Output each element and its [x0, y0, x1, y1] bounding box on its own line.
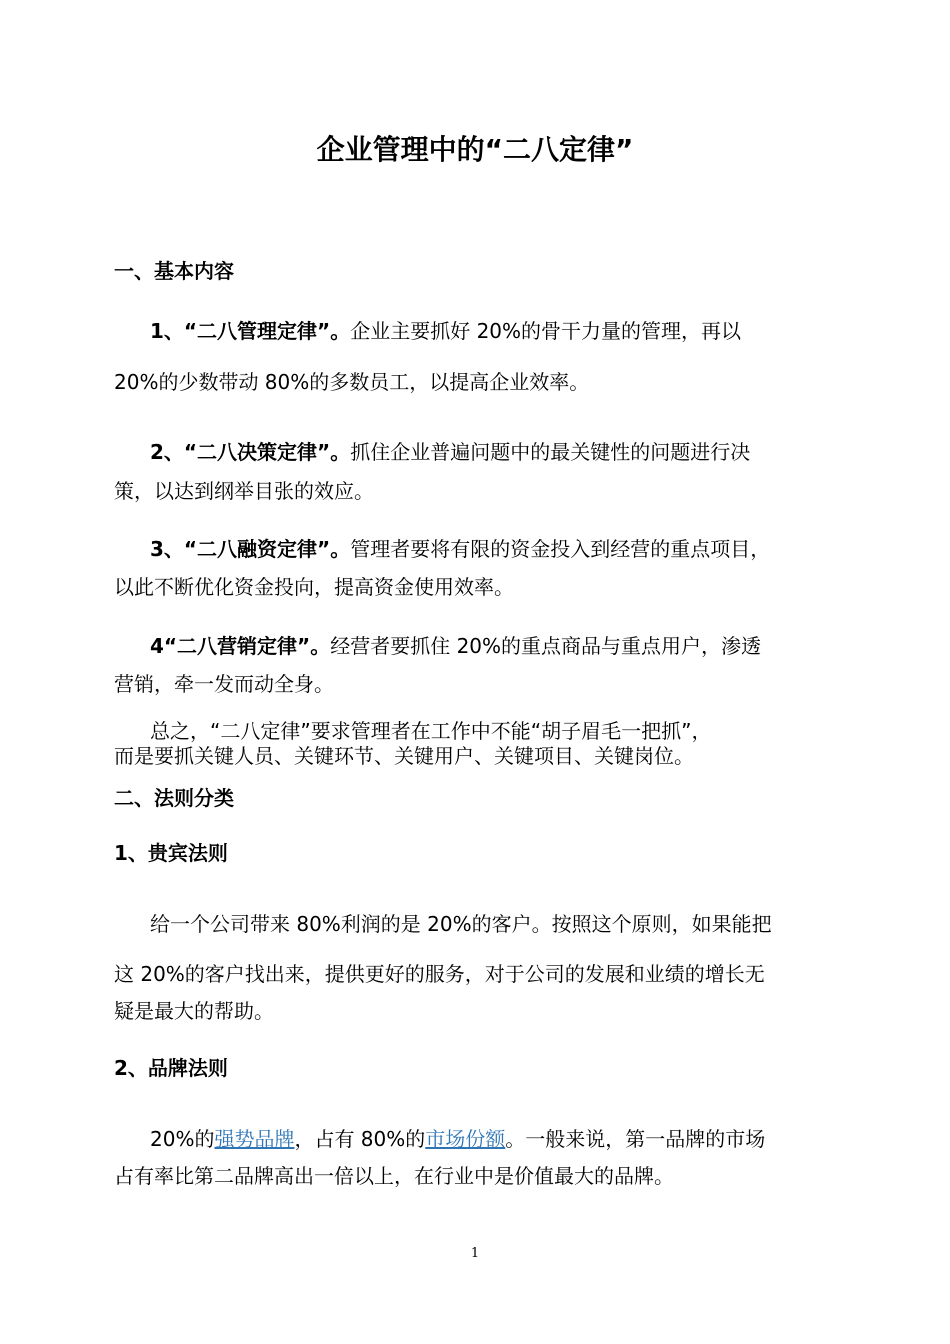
paragraph-line: 营销，牵一发而动全身。 [114, 672, 334, 696]
item-text: 管理者要将有限的资金投入到经营的重点项目， [350, 537, 771, 561]
link-strong-brand[interactable]: 强势品牌 [214, 1127, 295, 1151]
paragraph-line [150, 535, 770, 563]
summary-line: 总之，“二八定律”要求管理者在工作中不能“胡子眉毛一把抓”， [150, 719, 712, 743]
section-heading-rule-classification: 二、法则分类 [114, 786, 234, 810]
paragraph-line [150, 438, 750, 466]
text-span: 20%的 [150, 1127, 215, 1151]
summary-line: 而是要抓关键人员、关键环节、关键用户、关键项目、关键岗位。 [114, 744, 694, 768]
subsection-heading-brand-rule: 2、品牌法则 [114, 1056, 228, 1080]
item-text: 经营者要抓住 20%的重点商品与重点用户，渗透 [330, 634, 762, 658]
item-label: 4“二八营销定律”。 [150, 634, 331, 658]
paragraph-line: 策，以达到纲举目张的效应。 [114, 479, 374, 503]
paragraph-line: 疑是最大的帮助。 [114, 999, 274, 1023]
paragraph-line [150, 632, 761, 660]
item-text: 企业主要抓好 20%的骨干力量的管理，再以 [350, 319, 742, 343]
document-title: 企业管理中的“二八定律” [316, 133, 634, 166]
item-text: 抓住企业普遍问题中的最关键性的问题进行决 [350, 440, 751, 464]
item-label: 2、“二八决策定律”。 [150, 440, 351, 464]
paragraph-line: 占有率比第二品牌高出一倍以上，在行业中是价值最大的品牌。 [114, 1164, 674, 1188]
subsection-heading-vip-rule: 1、贵宾法则 [114, 841, 228, 865]
paragraph-line [150, 1125, 765, 1153]
text-span: 。一般来说，第一品牌的市场 [505, 1127, 766, 1151]
paragraph-line [150, 317, 741, 345]
item-label: 1、“二八管理定律”。 [150, 319, 351, 343]
paragraph-line: 这 20%的客户找出来，提供更好的服务，对于公司的发展和业绩的增长无 [114, 962, 765, 986]
section-heading-basic-content: 一、基本内容 [114, 259, 234, 283]
paragraph-line: 以此不断优化资金投向，提高资金使用效率。 [114, 575, 514, 599]
link-market-share[interactable]: 市场份额 [425, 1127, 506, 1151]
page-number: 1 [470, 1246, 480, 1261]
paragraph-line: 给一个公司带来 80%利润的是 20%的客户。按照这个原则，如果能把 [150, 912, 772, 936]
item-label: 3、“二八融资定律”。 [150, 537, 351, 561]
paragraph-line: 20%的少数带动 80%的多数员工，以提高企业效率。 [114, 370, 590, 394]
text-span: ，占有 80%的 [294, 1127, 426, 1151]
